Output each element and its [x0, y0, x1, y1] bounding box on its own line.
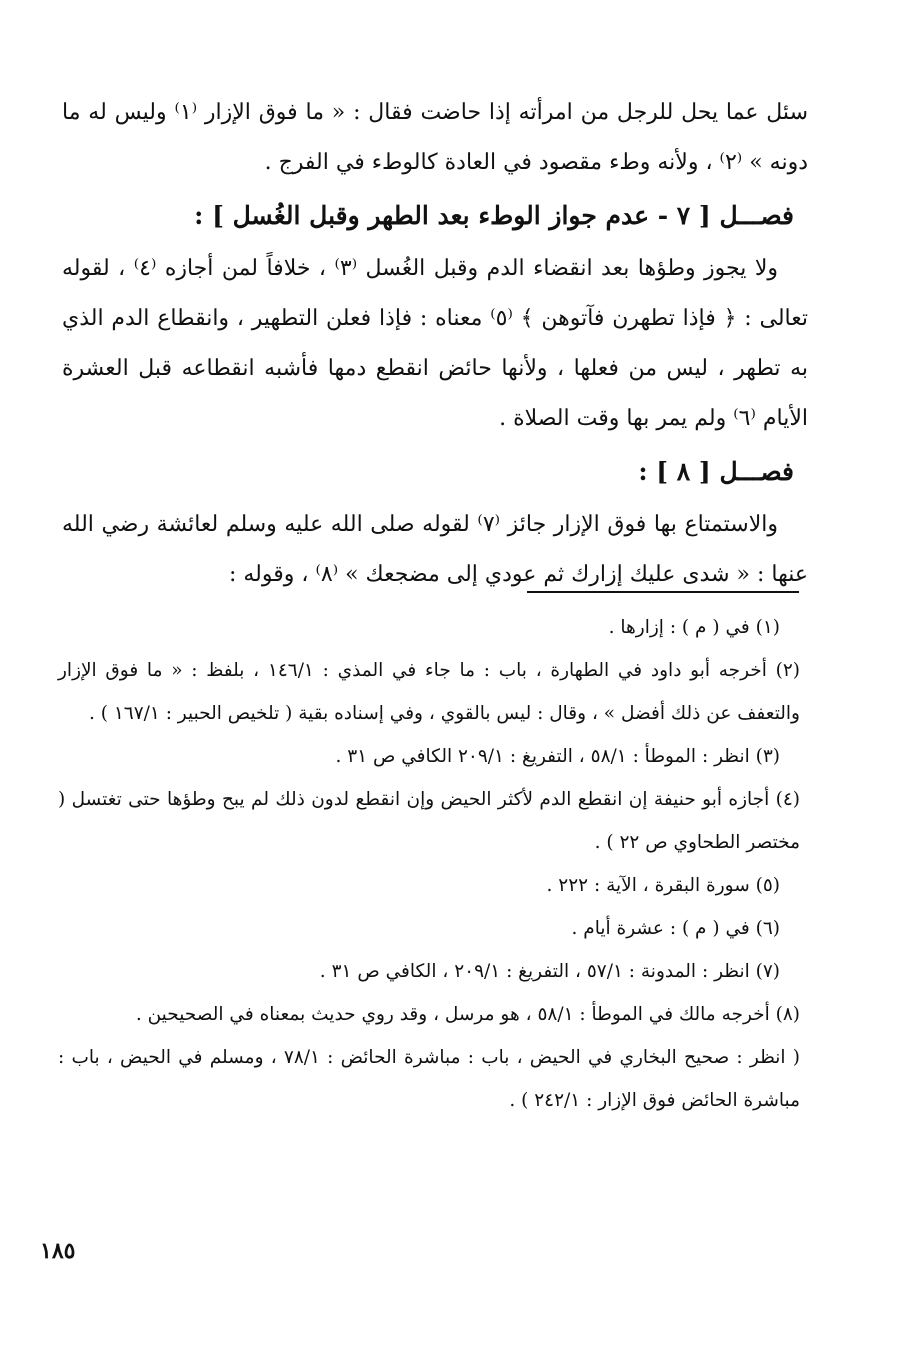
- paragraph-1: سئل عما يحل للرجل من امرأته إذا حاضت فقال : « ما فوق الإزار ⁽١⁾ وليس له ما دونه » ⁽٢⁾ ، ولأنه وطء مقصود في العادة كالوطء في الفرج .: [62, 100, 809, 175]
- footnote-8-continuation: ( انظر : صحيح البخاري في الحيض ، باب : مباشرة الحائض : ٧٨/١ ، ومسلم في الحيض ، باب : مباشرة الحائض فوق الإزار : ٢٤٢/١ ) .: [58, 1047, 800, 1111]
- footnote-8: (٨) أخرجه مالك في الموطأ : ٥٨/١ ، هو مرسل ، وقد روي حديث بمعناه في الصحيحين .: [135, 1004, 800, 1025]
- paragraph-2: ولا يجوز وطؤها بعد انقضاء الدم وقبل الغُسل ⁽٣⁾ ، خلافاً لمن أجازه ⁽٤⁾ ، لقوله تعالى : ﴿ فإذا تطهرن فآتوهن ﴾ ⁽٥⁾ معناه : فإذا فعلن التطهير ، وانقطاع الدم الذي به تطهر ، ليس من فعلها ، ولأنها حائض انقطع دمها فأشبه انقطاعه قبل العشرة الأيام ⁽٦⁾ ولم يمر بها وقت الصلاة .: [62, 256, 808, 431]
- footnote-1: (١) في ( م ) : إزارها .: [608, 617, 780, 638]
- footnote-4: (٤) أجازه أبو حنيفة إن انقطع الدم لأكثر الحيض وإن انقطع لدون ذلك لم يبح وطؤها حتى تغتسل ( مختصر الطحاوي ص ٢٢ ) .: [58, 789, 800, 853]
- footnotes: [58, 606, 800, 1122]
- footnote-5: (٥) سورة البقرة ، الآية : ٢٢٢ .: [546, 875, 780, 896]
- footnote-separator: [527, 591, 799, 593]
- section-heading-8: فصـــل [ ٨ ] :: [638, 457, 794, 486]
- footnote-6: (٦) في ( م ) : عشرة أيام .: [571, 918, 780, 939]
- footnote-2: (٢) أخرجه أبو داود في الطهارة ، باب : ما جاء في المذي : ١٤٦/١ ، بلفظ : « ما فوق الإزار والتعفف عن ذلك أفضل » ، وقال : ليس بالقوي ، وفي إسناده بقية ( تلخيص الحبير : ١٦٧/١ ) .: [58, 660, 800, 724]
- page-number: ١٨٥: [40, 1238, 76, 1264]
- main-text: [62, 88, 808, 600]
- footnote-3: (٣) انظر : الموطأ : ٥٨/١ ، التفريغ : ٢٠٩/١ الكافي ص ٣١ .: [335, 746, 780, 767]
- section-heading-7: فصـــل [ ٧ - عدم جواز الوطء بعد الطهر وقبل الغُسل ] :: [194, 201, 794, 230]
- footnote-7: (٧) انظر : المدونة : ٥٧/١ ، التفريغ : ٢٠٩/١ ، الكافي ص ٣١ .: [319, 961, 780, 982]
- paragraph-3: والاستمتاع بها فوق الإزار جائز ⁽٧⁾ لقوله صلى الله عليه وسلم لعائشة رضي الله عنها : « شدى عليك إزارك ثم عودي إلى مضجعك » ⁽٨⁾ ، وقوله :: [62, 512, 808, 587]
